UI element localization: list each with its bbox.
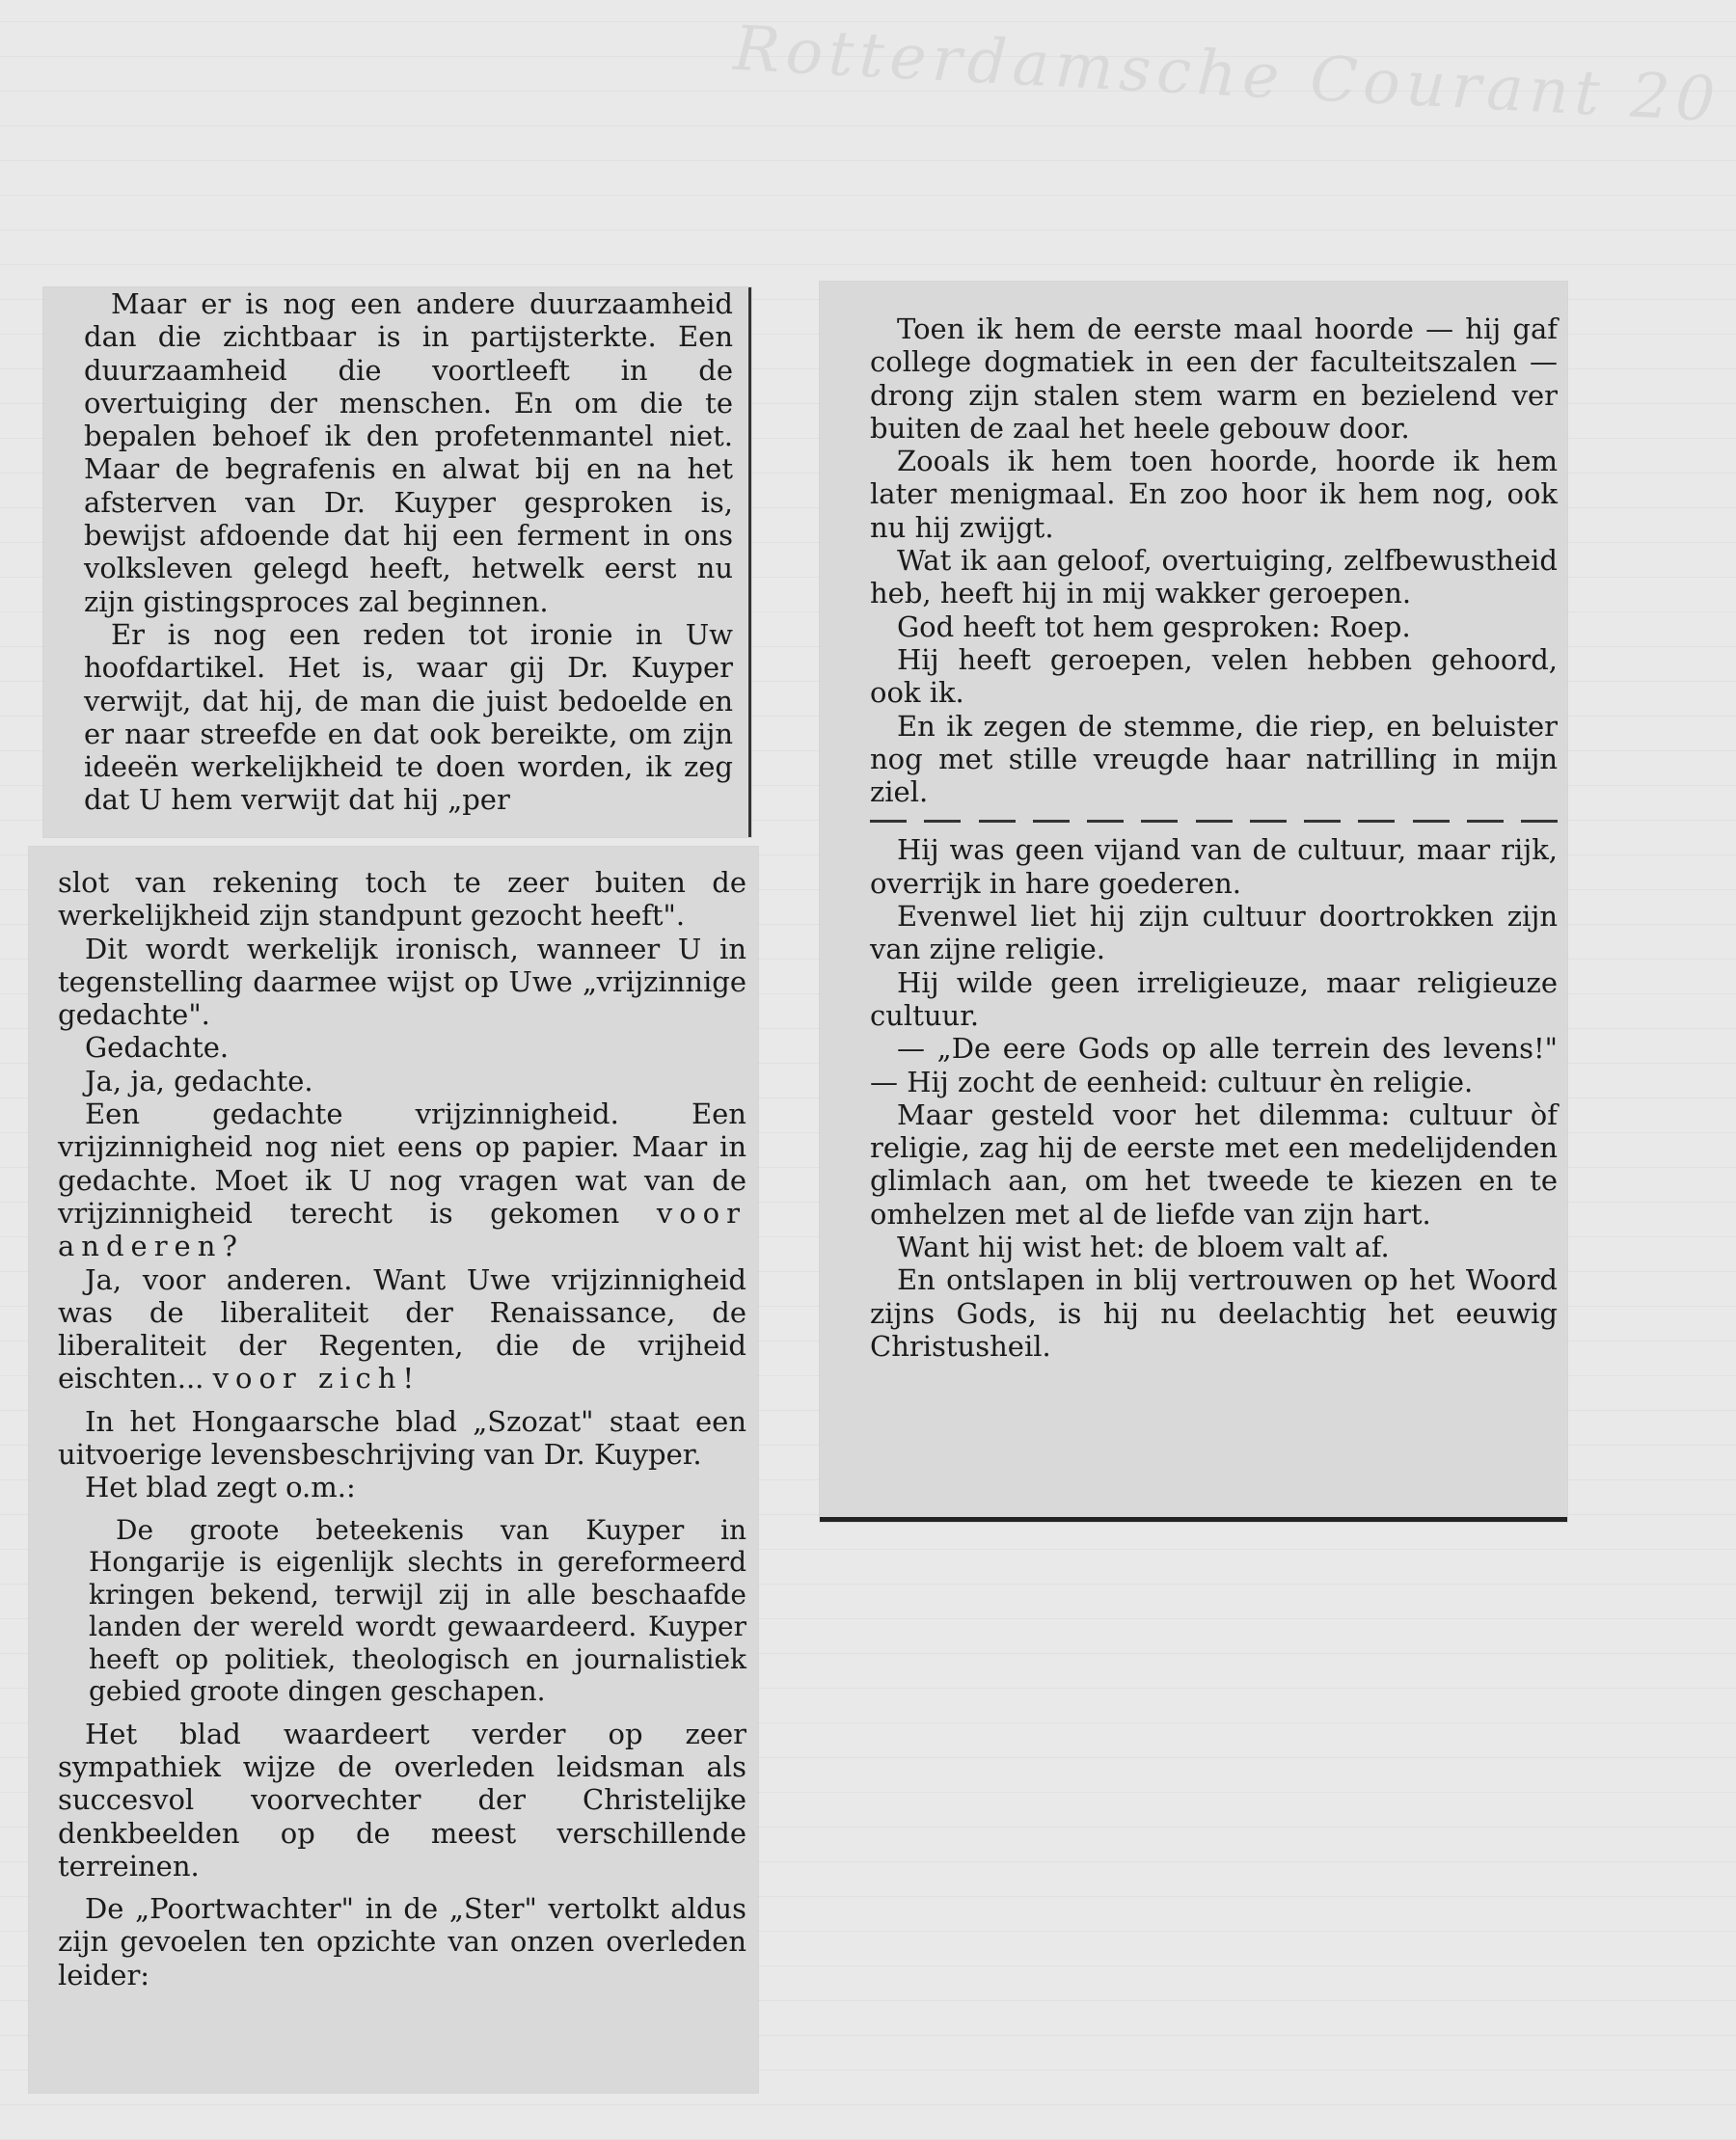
clipping-paragraph: En ik zegen de stemme, die riep, en beluister nog met stille vreugde haar natrilling in mijn ziel. xyxy=(870,709,1558,809)
dashed-separator xyxy=(870,820,1558,826)
clipping-paragraph: De „Poortwachter" in de „Ster" vertolkt aldus zijn gevoelen ten opzichte van onzen overleden leider: xyxy=(58,1892,746,1991)
clipping-paragraph: Dit wordt werkelijk ironisch, wanneer U in tegenstelling daarmee wijst op Uwe „vrijzinnige gedachte". xyxy=(58,932,746,1032)
clipping-paragraph xyxy=(58,1263,746,1395)
clipping-paragraph: God heeft tot hem gesproken: Roep. xyxy=(897,609,1411,643)
emphasized-text: voor anderen? xyxy=(58,1196,747,1263)
clipping-paragraph xyxy=(58,1097,746,1262)
clipping-paragraph: Toen ik hem de eerste maal hoorde — hij gaf college dogmatiek in een der faculteitszalen — drong zijn stalen stem warm en bezielend ver buiten de zaal het heele gebouw door. xyxy=(870,312,1558,445)
clipping-paragraph: Zooals ik hem toen hoorde, hoorde ik hem later menigmaal. En zoo hoor ik hem nog, ook nu hij zwijgt. xyxy=(870,445,1558,544)
newspaper-clipping-left-bottom xyxy=(29,847,758,2093)
clipping-paragraph: En ontslapen in blij vertrouwen op het Woord zijns Gods, is hij nu deelachtig het eeuwig Christusheil. xyxy=(870,1263,1558,1363)
clipping-paragraph: — „De eere Gods op alle terrein des levens!" — Hij zocht de eenheid: cultuur èn religie. xyxy=(870,1032,1558,1098)
clipping-paragraph: slot van rekening toch te zeer buiten de werkelijkheid zijn standpunt gezocht heeft". xyxy=(58,866,746,933)
clipping-text: Een gedachte vrijzinnigheid. Een vrijzinnigheid nog niet eens op papier. Maar in gedachte. Moet ik U nog vragen wat van de vrijzinnigheid terecht is gekomen xyxy=(58,1097,746,1230)
clipping-paragraph: Wat ik aan geloof, overtuiging, zelfbewustheid heb, heeft hij in mij wakker geroepen. xyxy=(870,544,1558,610)
clipping-paragraph: In het Hongaarsche blad „Szozat" staat een uitvoerige levensbeschrijving van Dr. Kuyper. xyxy=(58,1404,746,1472)
clipping-paragraph: Hij was geen vijand van de cultuur, maar rijk, overrijk in hare goederen. xyxy=(870,833,1558,900)
clipping-paragraph: Het blad zegt o.m.: xyxy=(85,1471,356,1504)
clipping-paragraph: Het blad waardeert verder op zeer sympathiek wijze de overleden leidsman als succesvol voorvechter der Christelijke denkbeelden op de meest verschillende terreinen. xyxy=(58,1717,746,1883)
clipping-paragraph: Ja, ja, gedachte. xyxy=(85,1064,313,1097)
newspaper-clipping-left-top xyxy=(43,287,751,837)
clipping-paragraph: Hij wilde geen irreligieuze, maar religieuze cultuur. xyxy=(870,965,1558,1032)
emphasized-text: voor zich! xyxy=(212,1362,421,1395)
clipping-paragraph: Want hij wist het: de bloem valt af. xyxy=(897,1231,1390,1264)
clipping-paragraph: Hij heeft geroepen, velen hebben gehoord, ook ik. xyxy=(870,642,1558,710)
clipping-paragraph: Gedachte. xyxy=(85,1031,230,1065)
newspaper-clipping-right xyxy=(820,282,1567,1522)
clipping-paragraph: Maar gesteld voor het dilemma: cultuur òf religie, zag hij de eerste met een medelijdenden glimlach aan, om het tweede te kiezen en te omhelzen met al de liefde van zijn hart. xyxy=(870,1097,1558,1231)
quoted-block: De groote beteekenis van Kuyper in Hongarije is eigenlijk slechts in gereformeerd kringen bekend, terwijl zij in alle beschaafde landen der wereld wordt gewaardeerd. Kuyper heeft op politiek, theologisch en journalistiek gebied groote dingen geschapen. xyxy=(89,1513,746,1708)
handwritten-annotation: Rotterdamsche Courant 20 xyxy=(731,13,1722,137)
clipping-text: Ja, voor anderen. Want Uwe vrijzinnigheid was de liberaliteit der Renaissance, de liberaliteit der Regenten, die de vrijheid eischten... xyxy=(58,1262,746,1395)
clipping-paragraph: Maar er is nog een andere duurzaamheid dan die zichtbaar is in partijsterkte. Een duurzaamheid die voortleeft in de overtuiging der menschen. En om die te bepalen behoef ik den profetenmantel niet. Maar de begrafenis en alwat bij en na het afsterven van Dr. Kuyper gesproken is, bewijst afdoende dat hij een ferment in ons volksleven gelegd heeft, hetwelk eerst nu zijn gistingsproces zal beginnen. xyxy=(84,287,733,618)
clipping-paragraph: Evenwel liet hij zijn cultuur doortrokken zijn van zijne religie. xyxy=(870,900,1558,966)
clipping-paragraph: Er is nog een reden tot ironie in Uw hoofdartikel. Het is, waar gij Dr. Kuyper verwijt, dat hij, de man die juist bedoelde en er naar streefde en dat ook bereikte, om zijn ideeën werkelijkheid te doen worden, ik zeg dat U hem verwijt dat hij „per xyxy=(84,617,733,817)
